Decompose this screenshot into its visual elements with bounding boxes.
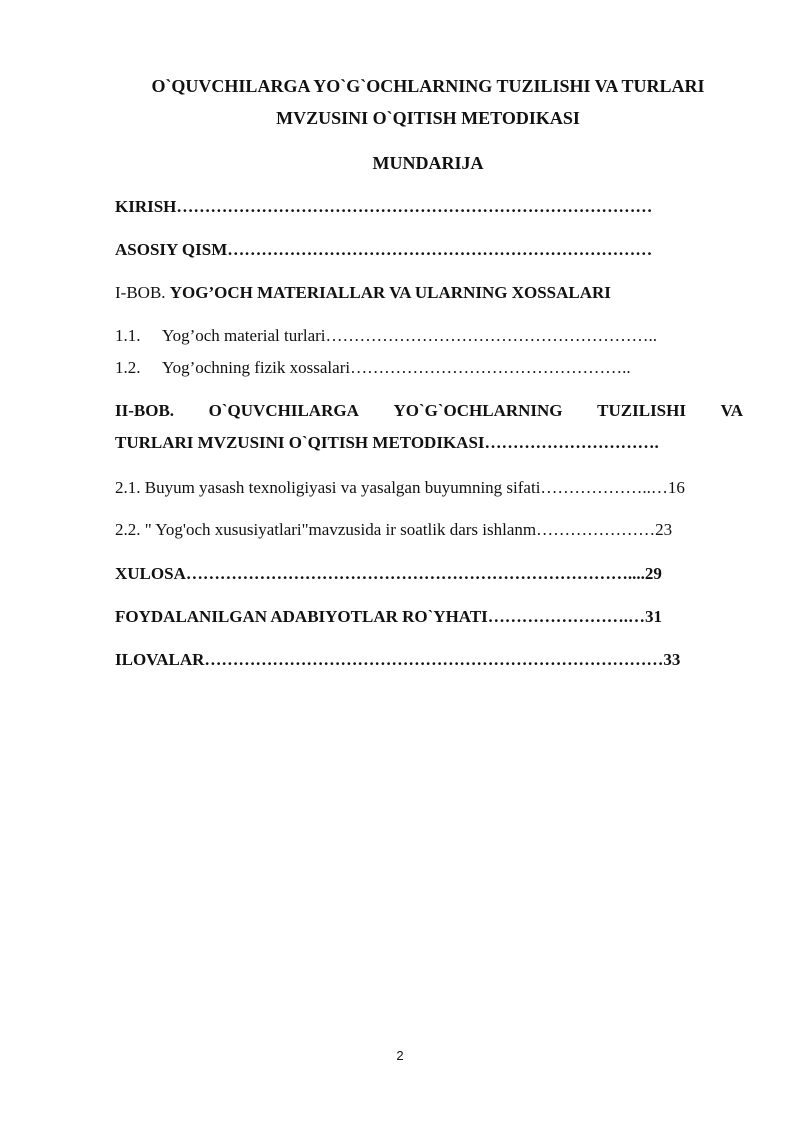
toc-entry-appendices: ILOVALAR………………………………………………………………………33 <box>115 650 681 669</box>
toc-heading: MUNDARIJA <box>372 153 484 173</box>
toc-entry-conclusion: XULOSA……………………………………………………………………....29 <box>115 564 662 583</box>
toc-entry-main-part: ASOSIY QISM………………………………………………………………… <box>115 240 653 259</box>
section-1-1-text: Yog’och material turlari………………………………………………….. <box>162 326 658 345</box>
toc-entry-section-1-1 <box>115 326 657 346</box>
toc-entry-intro: KIRISH………………………………………………………………………… <box>115 197 653 216</box>
toc-entry-chapter-2-line-2: TURLARI MVZUSINI O`QITISH METODIKASI…………………………. <box>115 433 659 452</box>
toc-entry-references: FOYDALANILGAN ADABIYOTLAR RO`YHATI…………………….…31 <box>115 607 663 626</box>
toc-entry-chapter-2-line-1 <box>115 401 743 421</box>
chapter-2-word: TUZILISHI <box>597 401 686 420</box>
section-1-2-text: Yog’ochning fizik xossalari………………………………………….. <box>162 358 631 377</box>
chapter-2-word: II-BOB. <box>115 401 175 420</box>
toc-entry-section-2-2: 2.2. " Yog'och xususiyatlari"mavzusida ir soatlik dars ishlanm…………………23 <box>115 520 673 539</box>
chapter-2-word: YO`G`OCHLARNING <box>393 401 563 420</box>
toc-entry-section-1-2 <box>115 358 631 378</box>
page-number: 2 <box>396 1048 404 1063</box>
section-1-2-number: 1.2. <box>115 358 141 377</box>
toc-entry-chapter-1 <box>115 283 611 303</box>
toc-entry-section-2-1: 2.1. Buyum yasash texnoligiyasi va yasalgan buyumning sifati………………..…16 <box>115 478 685 497</box>
chapter-2-word: VA <box>720 401 743 420</box>
document-title-line-2: MVZUSINI O`QITISH METODIKASI <box>276 108 580 128</box>
chapter-1-title: YOG’OCH MATERIALLAR VA ULARNING XOSSALARI <box>169 283 611 302</box>
chapter-1-prefix: I-BOB. <box>115 283 170 302</box>
chapter-2-word: O`QUVCHILARGA <box>208 401 359 420</box>
section-1-1-number: 1.1. <box>115 326 141 345</box>
document-title-line-1: O`QUVCHILARGA YO`G`OCHLARNING TUZILISHI VA TURLARI <box>151 76 705 96</box>
